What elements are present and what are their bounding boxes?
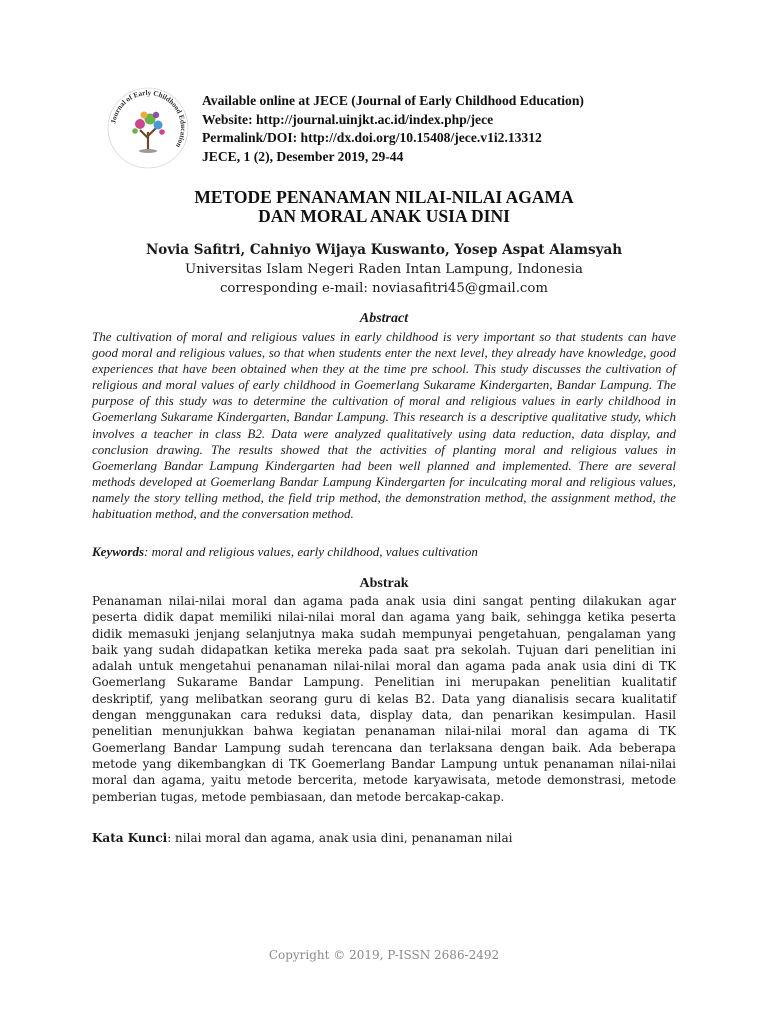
kata-kunci-text: : nilai moral dan agama, anak usia dini, penanaman nilai bbox=[167, 831, 513, 845]
header-doi[interactable]: Permalink/DOI: http://dx.doi.org/10.15408/jece.v1i2.13312 bbox=[202, 130, 542, 145]
abstract-indonesian: Penanaman nilai-nilai moral dan agama pada anak usia dini sangat penting dilakukan agar peserta didik dapat memiliki nilai-nilai moral dan agama yang baik, sehingga ketika peserta didik memasuki jenjang selanjutnya maka sudah mempunyai pengetahuan, pengalaman yang baik yang sudah didapatkan ketika mereka pada saat pra sekolah. Tujuan dari penelitian ini adalah untuk mengetahui penanaman nilai-nilai moral dan agama pada anak usia dini di TK Goemerlang Sukarame Bandar Lampung. Penelitian ini merupakan penelitian kualitatif deskriptif, yang melibatkan seorang guru di kelas B2. Data yang dianalisis secara kualitatif dengan menggunakan cara reduksi data, display data, dan penarikan kesimpulan. Hasil penelitian menunjukkan bahwa kegiatan penanaman nilai-nilai moral dan agama di TK Goemerlang Bandar Lampung sudah terencana dan terlaksana dengan baik. Ada beberapa metode yang dikembangkan di TK Goemerlang Bandar Lampung untuk penanaman nilai-nilai moral dan agama, yaitu metode bercerita, metode karyawisata, metode demonstrasi, metode pemberian tugas, metode pembiasaan, dan metode bercakap-cakap. bbox=[92, 594, 676, 804]
keywords-english bbox=[92, 544, 676, 560]
paper-title bbox=[0, 188, 768, 226]
logo-ring-text: Journal of Early Childhood Education bbox=[109, 88, 188, 149]
abstrak-heading: Abstrak bbox=[359, 576, 409, 591]
header-website[interactable]: Website: http://journal.uinjkt.ac.id/index.php/jece bbox=[202, 111, 494, 127]
journal-logo bbox=[104, 84, 192, 172]
tree-logo-icon bbox=[104, 84, 192, 172]
title-line-2: DAN MORAL ANAK USIA DINI bbox=[258, 206, 510, 226]
author-list: Novia Safitri, Cahniyo Wijaya Kuswanto, Yosep Aspat Alamsyah bbox=[145, 242, 623, 258]
journal-header bbox=[202, 92, 722, 166]
abstract-heading: Abstract bbox=[359, 311, 409, 326]
affiliation: Universitas Islam Negeri Raden Intan Lampung, Indonesia bbox=[184, 262, 583, 277]
abstract-english: The cultivation of moral and religious values in early childhood is very important so that students can have good moral and religious values, so that when students enter the next level, they already have knowledge, good experiences that have been obtained when they at the time pre school. This study discusses the cultivation of religious and moral values of early childhood in Goemerlang Sukarame Kindergarten, Bandar Lampung. The purpose of this study was to determine the cultivation of moral and religious values in early childhood in Goemerlang Sukarame Kindergarten, Bandar Lampung. This research is a descriptive qualitative study, which involves a teacher in class B2. Data were analyzed qualitatively using data reduction, data display, and conclusion drawing. The results showed that the activities of planting moral and religious values in Goemerlang Bandar Lampung Kindergarten had been well planned and implemented. There are several methods developed at Goemerlang Bandar Lampung Kindergarten for inculcating moral and religious values, namely the story telling method, the field trip method, the demonstration method, the assignment method, the habituation method, and the conversation method. bbox=[92, 329, 676, 522]
header-availability: Available online at JECE (Journal of Early Childhood Education) bbox=[202, 93, 584, 108]
keywords-text: : moral and religious values, early childhood, values cultivation bbox=[144, 544, 478, 559]
keywords-label: Keywords bbox=[92, 544, 144, 559]
keywords-indonesian bbox=[92, 830, 676, 846]
title-line-1: METODE PENANAMAN NILAI-NILAI AGAMA bbox=[194, 187, 574, 207]
corresponding-email[interactable]: corresponding e-mail: noviasafitri45@gmail.com bbox=[219, 280, 548, 296]
affiliation-block bbox=[0, 261, 768, 298]
kata-kunci-label: Kata Kunci bbox=[92, 831, 168, 845]
header-issue: JECE, 1 (2), Desember 2019, 29-44 bbox=[202, 148, 404, 164]
copyright-footer: Copyright © 2019, P-ISSN 2686-2492 bbox=[268, 948, 500, 962]
